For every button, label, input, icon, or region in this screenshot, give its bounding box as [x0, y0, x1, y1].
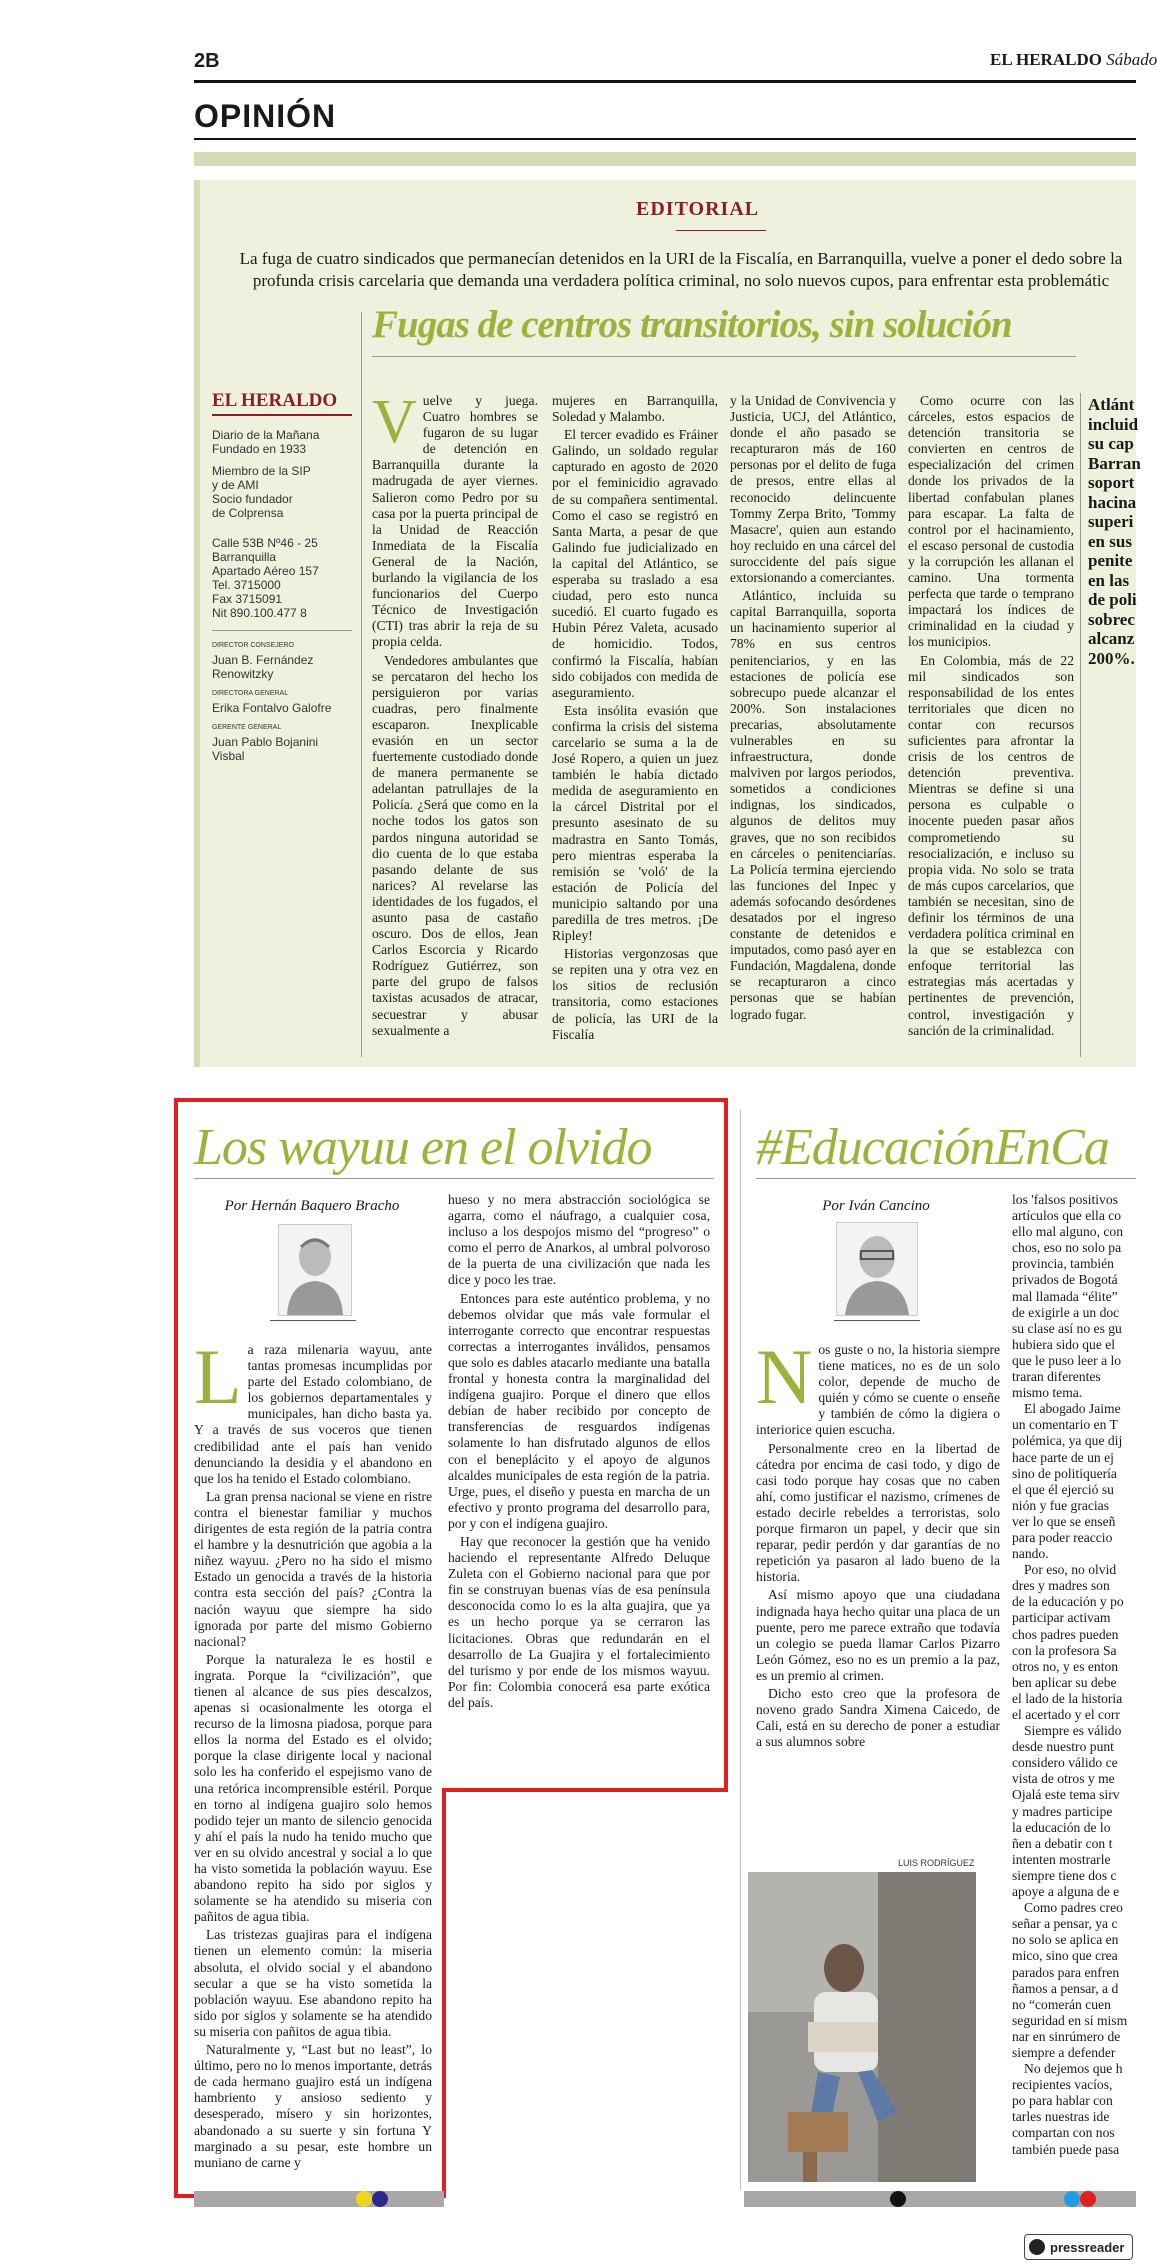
editorial-col-2 — [552, 393, 718, 1057]
masthead-line: Diario de la Mañana — [212, 428, 320, 442]
editorial-kicker-rule — [676, 230, 766, 231]
printers-strip-left — [194, 2191, 444, 2207]
article-line: polémica, ya que dij — [1012, 1433, 1123, 1449]
editorial-left-bar — [194, 180, 200, 1067]
article-line: ñen a debatir con t — [1012, 1835, 1113, 1851]
article-paragraph: a raza milenaria wayuu, ante tantas promesas incumplidas por parte del Estado colombiano, de los gobiernos departamentales y municipales, han dicho basta ya. Y a través de sus voceros que tienen credibilidad ante el país han venido denunciando la desidia y el abandono en que los ha tenido el Estado colombiano. — [194, 1342, 432, 1486]
editorial-deck: La fuga de cuatro sindicados que permanecían detenidos en la URI de la Fiscalía, en Barranquilla, vuelve a poner el dedo sobre la profunda crisis carcelaria que demanda una verdadera política criminal, no solo nuevos cupos, para enfrentar esta problemátic — [239, 249, 1123, 290]
article-paragraph: Entonces para este auténtico problema, y no debemos olvidar que más vale formular el interrogante correcto que encontrar respuestas correctas a interrogantes inválidos, pensamos que solo es dables atacarlo mediante una batalla frontal y honesta contra la marginalidad del indígena guajiro. Porque el dinero que ellos debían de haber recibido por concepto de transferencias de resguardos indígenas solamente lo han disfrutado algunos de ellos con el beneplácito y el apoyo de algunos alcaldes municipales de esta región de la patria. Urge, pues, el diseño y puesta en marcha de un efectivo y pronto programa del desarrollo para, por y con el indígena guajiro. — [448, 1290, 710, 1531]
editorial-paragraph: Como ocurre con las cárceles, estos espacios de detención transitoria se convierten en centros de especialización del crimen donde los privados de la libertad confabulan planes para escapar. La falta de control por el hacinamiento, el escaso personal de custodia y la corrupción les allanan el camino. Una tormenta perfecta que tarde o temprano impactará los índices de criminalidad en la ciudad y los municipios. — [908, 393, 1074, 650]
article-line: tarles nuestras ide — [1012, 2109, 1110, 2125]
editorial-col-4 — [908, 393, 1074, 1057]
highlight-outline-right-lower — [442, 1788, 446, 2198]
article-line: artículos que ella co — [1012, 1208, 1122, 1224]
masthead-line: Miembro de la SIP — [212, 464, 311, 478]
pullquote-line: alcanz — [1088, 629, 1135, 648]
editorial-kicker: EDITORIAL — [636, 198, 760, 220]
editorial-divider — [361, 312, 362, 1057]
editorial-title-rule — [372, 356, 1076, 357]
registration-dot-black — [890, 2191, 906, 2207]
byline-rule — [834, 1320, 920, 1321]
article-line: señar a pensar, ya c — [1012, 1916, 1118, 1932]
pullquote-line: hacina — [1088, 492, 1137, 512]
article-line: con la profesora Sa — [1012, 1642, 1117, 1658]
article-line: de la educación y po — [1012, 1594, 1124, 1610]
article-line: el que él ejerció su — [1012, 1481, 1114, 1497]
role-name: Juan B. Fernández Renowitzky — [212, 653, 314, 681]
pullquote-line: soport — [1088, 473, 1135, 492]
masthead-box — [212, 390, 352, 763]
section-rule — [194, 138, 1136, 140]
column-divider — [740, 1110, 741, 2190]
article-line: Por eso, no olvid — [1024, 1562, 1117, 1578]
article-line: y madres participe — [1012, 1803, 1113, 1819]
section-bar — [194, 152, 1136, 166]
article-line: mico, sino que crea — [1012, 1948, 1118, 1964]
article-line: de exigirle a un doc — [1012, 1304, 1120, 1320]
masthead-info — [212, 428, 352, 763]
article-line: hubiera sido que el — [1012, 1336, 1116, 1352]
article-line: desde nuestro punt — [1012, 1739, 1114, 1755]
masthead-line: Fundado en 1933 — [212, 442, 307, 456]
article-line: mal llamada “élite” — [1012, 1288, 1118, 1304]
article-line: nión y fue gracias — [1012, 1497, 1110, 1513]
masthead-line: Nit 890.100.477 8 — [212, 606, 307, 620]
masthead-line: y de AMI — [212, 478, 259, 492]
article-line: Siempre es válido — [1024, 1723, 1122, 1739]
pullquote-line: sobrec — [1088, 609, 1135, 629]
masthead-logo: EL HERALDO — [212, 390, 352, 416]
pullquote-line: penite — [1088, 551, 1133, 570]
paper-name — [990, 50, 1157, 70]
registration-dot-cyan — [1064, 2191, 1080, 2207]
pullquote-line: de poli — [1088, 590, 1137, 609]
pullquote-line: Atlánt — [1088, 395, 1135, 414]
masthead-line: Fax 3715091 — [212, 592, 283, 606]
article-photo — [748, 1872, 976, 2182]
editorial-paragraph: y la Unidad de Convivencia y Justicia, UCJ, del Atlántico, donde el año pasado se recapturaron más de 160 personas por el delito de fuga de presos, entre ellas al reconocido delincuente Tommy Zerpa Brito, 'Tommy Masacre', quien aun estando hoy recluido en una cárcel del suroccidente del país sigue extorsionando a comerciantes. — [730, 393, 896, 586]
article-line: No dejemos que h — [1024, 2061, 1123, 2077]
pullquote-divider — [1080, 393, 1081, 1057]
article-line: seguridad en sí mism — [1012, 2012, 1128, 2028]
article-line: chos, eso no solo pa — [1012, 1240, 1122, 1256]
editorial-paragraph: uelve y juega. Cuatro hombres se fugaron de su lugar de detención en Barranquilla durante la madrugada de ayer viernes. Salieron como Pedro por su casa por la puerta principal de la Unidad de Reacción Inmediata de la Fiscalía General de la Nación, burlando la vigilancia de los funcionarios del Cuerpo Técnico de Investigación (CTI) tras abrir la reja de su propia celda. — [372, 393, 538, 650]
day-label: Sábado — [1106, 50, 1157, 69]
header-rule — [194, 80, 1136, 83]
article-paragraph: Naturalmente y, “Last but no least”, lo último, pero no lo menos importante, detrás de cada hermano guajiro está un indígena hambriento y ansioso sediento y desesperado, mísero y sin horizontes, abandonado a su suerte y sin fortuna Y marginado a su pesar, este hombre un muniano de carne y — [194, 2042, 432, 2170]
article-paragraph: Las tristezas guajiras para el indígena tienen un elemento común: la miseria absoluta, el olvido social y el abandono secular a que se ha visto sometida la población wayuu. Ese abandono repito ha sido por siglos y solamente se ha atendido su miseria con pañitos de agua tibia. — [194, 1927, 432, 2039]
column-left-title-rule — [194, 1178, 714, 1179]
article-paragraph: Personalmente creo en la libertad de cátedra por encima de casi todo, y digo de casi todo porque hay cosas que no caben ahí, como justificar el nazismo, crímenes de estado decirle rebeldes a terroristas, solo porque firmaron un papel, y decir que sin reparar, pedir perdón y dar garantías de no repetición ya pasaron al lado bueno de la historia. — [756, 1440, 1000, 1585]
article-line: que le puso leer a lo — [1012, 1352, 1122, 1368]
article-line: apoye a alguna de e — [1012, 1884, 1120, 1900]
highlight-outline-right-upper — [724, 1098, 728, 1790]
masthead-line: Calle 53B Nº46 - 25 — [212, 536, 318, 550]
role-name: Erika Fontalvo Galofre — [212, 701, 332, 715]
portrait-icon — [279, 1225, 351, 1315]
article-line: para poder reaccio — [1012, 1529, 1113, 1545]
article-line: traran diferentes — [1012, 1369, 1101, 1385]
pressreader-badge[interactable] — [1024, 2234, 1133, 2260]
article-line: mismo tema. — [1012, 1385, 1083, 1401]
article-paragraph: Hay que reconocer la gestión que ha venido haciendo el representante Alfredo Deluque Zuleta con el Gobierno nacional para que por fin se construyan buenas vías de esa península desconocida como lo es la alta guajira, que ya es un hecho porque ya se cerraron las licitaciones. Obras que redundarán en el desarrollo de La Guajira y el fortalecimiento del turismo y por ende de los mismos wayuu. Por fin: Colombia conocerá esa parte exótica del país. — [448, 1533, 710, 1710]
article-line: un comentario en T — [1012, 1417, 1118, 1433]
paper-name-label: EL HERALDO — [990, 50, 1102, 69]
editorial-paragraph: Esta insólita evasión que confirma la crisis del sistema carcelario se suma a la de José Ropero, a quien un juez también le había dictado medida de aseguramiento en la cárcel Distrital por el presunto asesinato de su madrastra en Santo Tomás, pero mientras esperaba la remisión se 'voló' de la estación de Policía del municipio saltando por una paredilla de tres metros. ¡De Ripley! — [552, 702, 718, 944]
byline-rule — [270, 1320, 356, 1321]
highlight-outline-left — [174, 1098, 178, 2198]
editorial-col-3 — [730, 393, 896, 1057]
article-line: parados para enfren — [1012, 1964, 1120, 1980]
column-right-dropcap: N — [756, 1333, 813, 1420]
page-number: 2B — [194, 50, 220, 72]
article-line: compartan con nos — [1012, 2125, 1115, 2141]
article-line: otros no, y es enton — [1012, 1658, 1119, 1674]
photo-credit: LUIS RODRÍGUEZ — [898, 1858, 975, 1868]
column-right-byline: Por Iván Cancino — [822, 1198, 930, 1214]
article-line: no solo se aplica en — [1012, 1932, 1119, 1948]
article-line: el acertado y el corr — [1012, 1707, 1120, 1722]
highlight-outline-step — [442, 1788, 728, 1792]
portrait-icon — [837, 1223, 917, 1315]
article-line: la educación de lo — [1012, 1819, 1111, 1835]
article-line: siempre tiene dos c — [1012, 1867, 1117, 1883]
article-line: dres y madres son — [1012, 1578, 1110, 1594]
article-line: ñamos a pensar, a d — [1012, 1980, 1119, 1996]
masthead-line: Apartado Aéreo 157 — [212, 564, 319, 578]
column-right-title: #EducaciónEnCa — [756, 1119, 1109, 1176]
article-line: provincia, también — [1012, 1256, 1114, 1272]
pullquote-line: Barran — [1088, 453, 1141, 473]
editorial-dropcap: V — [372, 388, 417, 456]
editorial-paragraph: En Colombia, más de 22 mil sindicados son responsabilidad de los entes territoriales que dicen no contar con recursos suficientes para afrontar la crisis de los centros de detención preventiva. Mientras se define si una persona es culpable o inocente pueden pasar años comprometiendo su resocialización, e incluso su propia vida. No solo se trata de más cupos carcelarios, que también se necesitan, sino de definir los términos de una verdadera política criminal en la que se establezca con enfoque territorial las estrategias más acertadas y pertinentes de prevención, control, investigación y sanción de la criminalidad. — [908, 652, 1074, 1038]
column-right-title-rule — [756, 1178, 1136, 1179]
column-left-col-2 — [448, 1192, 710, 1782]
article-paragraph: hueso y no mera abstracción sociológica se agarra, como el náufrago, a cualquier cosa, incluso a los despojos mismo del “progreso” o como el perro de Anarkos, al umbral polvoroso de la puerta de una civilización que nada les dice y poco les trae. — [448, 1192, 710, 1288]
article-line: ello mal alguno, con — [1012, 1224, 1123, 1240]
article-paragraph: Así mismo apoyo que una ciudadana indignada haya hecho quitar una placa de un puente, pero me parece extraño que todavía un colegio se pueda llamar Carlos Pizarro León Gómez, eso no es un premio a la paz, es un premio al crimen. — [756, 1587, 1000, 1683]
editorial-paragraph: Vendedores ambulantes que se percataron del hecho los persiguieron por varias cuadras, pero finalmente escaparon. Inexplicable evasión en un sector fuertemente custodiado donde de manera permanente se adelantan patrullajes de la Policía. ¿Será que como en la noche todos los gatos son pardos ninguna autoridad se dio cuenta de lo que estaba pasando delante de sus narices? Al revelarse las identidades de los fugados, el asunto pasa de castaño oscuro. Dos de ellos, Jean Carlos Escorcia y Ricardo Rodríguez Gutiérrez, son parte del grupo de falsos taxistas acusados de atracar, secuestrar y abusar sexualmente a — [372, 652, 538, 1038]
pullquote-line: superi — [1088, 512, 1134, 531]
article-line: El abogado Jaime — [1024, 1401, 1121, 1417]
article-line: ver lo que se enseñ — [1012, 1513, 1116, 1529]
article-line: hace parte de un ej — [1012, 1449, 1114, 1465]
article-line: recipientes vacíos, — [1012, 2077, 1113, 2093]
pullquote-line: su cap — [1088, 434, 1134, 453]
registration-dot-yellow — [356, 2191, 372, 2207]
author-photo-cancino — [836, 1222, 918, 1316]
author-photo-baquero — [278, 1224, 352, 1316]
article-line: también puede pasa — [1012, 2141, 1120, 2157]
article-line: siempre a defender — [1012, 2044, 1116, 2060]
role-title: DIRECTORA GENERAL — [212, 690, 289, 697]
role-name: Juan Pablo Bojanini Visbal — [212, 735, 319, 763]
masthead-line: Barranquilla — [212, 550, 277, 564]
pressreader-label: pressreader — [1050, 2239, 1125, 2255]
article-paragraph: Porque la naturaleza le es hostil e ingrata. Porque la “civilización”, que tienen al alcance de sus pies descalzos, apenas si ocasionalmente les otorga el recurso de la limosna piadosa, porque para ellos la norma del Estado es el olvido; porque la clase dirigente local y nacional solo les ha conferido el espejismo vano de una retórica incomprensible estéril. Porque en torno al indígena guajiro solo hemos podido tejer un manto de silencio genocida y ahí el país la nudo ha tenido mucho que ver en su olvido ancestral y social a lo que ha visto sometida la población wayuu. Ese abandono repito ha sido por siglos y solamente se ha atendido su miseria con pañitos de agua tibia. — [194, 1651, 432, 1925]
article-line: chos padres pueden — [1012, 1626, 1119, 1642]
editorial-title: Fugas de centros transitorios, sin solución — [372, 303, 1012, 346]
highlight-outline-top — [174, 1098, 728, 1102]
article-line: nar en sinrúmero de — [1012, 2028, 1121, 2044]
article-line: Ojalá este tema sirv — [1012, 1787, 1120, 1803]
editorial-paragraph: mujeres en Barranquilla, Soledad y Malambo. — [552, 393, 718, 425]
masthead-line: de Colprensa — [212, 506, 284, 520]
editorial-pullquote — [1088, 395, 1141, 668]
pressreader-icon — [1029, 2239, 1045, 2255]
article-line: vista de otros y me — [1012, 1771, 1115, 1787]
article-line: sino de politiquería — [1012, 1465, 1117, 1481]
section-title: OPINIÓN — [194, 98, 337, 134]
article-line: no “comerán cuen — [1012, 1996, 1111, 2012]
column-left-dropcap: L — [194, 1333, 242, 1420]
article-paragraph: Dicho esto creo que la profesora de noveno grado Sandra Ximena Caicedo, de Cali, está en su derecho de poner a estudiar a sus alumnos sobre — [756, 1685, 1000, 1750]
article-line: participar activam — [1012, 1610, 1111, 1626]
column-right-col-2 — [1012, 1192, 1136, 2190]
column-right-col-1 — [756, 1333, 1000, 1790]
reading-man-photo — [748, 1872, 976, 2182]
masthead-line: Socio fundador — [212, 492, 293, 506]
column-left-byline: Por Hernán Baquero Bracho — [224, 1198, 400, 1214]
article-line: nando. — [1012, 1546, 1049, 1562]
pullquote-line: incluid — [1088, 414, 1139, 434]
article-line: ben aplicar su debe — [1012, 1674, 1117, 1690]
masthead-line: Tel. 3715000 — [212, 578, 281, 592]
article-line: privados de Bogotá — [1012, 1272, 1118, 1288]
pullquote-line: en las — [1088, 570, 1130, 590]
editorial-col-1 — [372, 388, 538, 1057]
article-paragraph: os guste o no, la historia siempre tiene matices, no es de un solo color, depende de mucho de quién y cómo se cuente o enseñe y también de cómo la digiera o interiorice quien escucha. — [756, 1342, 1000, 1438]
article-line: los 'falsos positivos — [1012, 1192, 1118, 1207]
article-line: po para hablar con — [1012, 2093, 1113, 2109]
editorial-paragraph: El tercer evadido es Fráiner Galindo, un soldado regular capturado en agosto de 2020 por el feminicidio agravado de su compañera sentimental. Como el caso se registró en Santa Marta, a pesar de que Galindo fue judicializado en la capital del Atlántico, se esperaba su traslado a esa ciudad, pero esto nunca sucedió. El cuarto fugado es Hubin Pérez Valeta, acusado de homicidio. Todos, confirmó la Fiscalía, habían sido cobijados con medida de aseguramiento. — [552, 427, 718, 700]
article-line: el lado de la historia — [1012, 1690, 1123, 1706]
column-left-title: Los wayuu en el olvido — [194, 1119, 652, 1176]
registration-dot-blue — [372, 2191, 388, 2207]
article-line: su clase así no es gu — [1012, 1320, 1122, 1336]
article-line: intenten mostrarle — [1012, 1851, 1111, 1867]
editorial-paragraph: Historias vergonzosas que se repiten una y otra vez en los sitios de reclusión transitoria, como estaciones de policía, las URI de la Fiscalía — [552, 946, 718, 1042]
role-title: DIRECTOR CONSEJERO — [212, 642, 294, 649]
article-line: considero válido ce — [1012, 1755, 1118, 1771]
pullquote-line: en sus — [1088, 531, 1132, 551]
column-left-col-1 — [194, 1333, 432, 2184]
role-title: GERENTE GENERAL — [212, 724, 282, 731]
article-line: Como padres creo — [1024, 1900, 1123, 1916]
registration-dot-red — [1080, 2191, 1096, 2207]
pullquote-line: 200%. — [1088, 648, 1135, 668]
article-paragraph: La gran prensa nacional se viene en ristre contra el bienestar familiar y muchos dirigentes de esta región de la patria contra el hambre y la desnutrición que agobia a la niñez wayuu. ¿Pero no ha sido el mismo Estado un genocida a través de la historia contra esta sección del país? ¿Contra la nación wayuu que siempre ha sido ignorada por parte del mismo Gobierno nacional? — [194, 1488, 432, 1649]
editorial-paragraph: Atlántico, incluida su capital Barranquilla, soporta un hacinamiento superior al 78% en sus centros penitenciarios, y en las estaciones de policía ese sobrecupo puede alcanzar el 200%. Son instalaciones precarias, absolutamente vulnerables en su infraestructura, donde malviven por largos periodos, sometidos a condiciones indignas, los sindicados, algunos de delitos muy graves, que no son recibidos en cárceles o penitenciarías. La Policía termina ejerciendo las funciones del Inpec y además sofocando desórdenes desatados por el ingreso constante de detenidos e imputados, como pasó ayer en Fundación, Magdalena, donde se recapturaron a cinco personas que se habían logrado fugar. — [730, 588, 896, 1022]
